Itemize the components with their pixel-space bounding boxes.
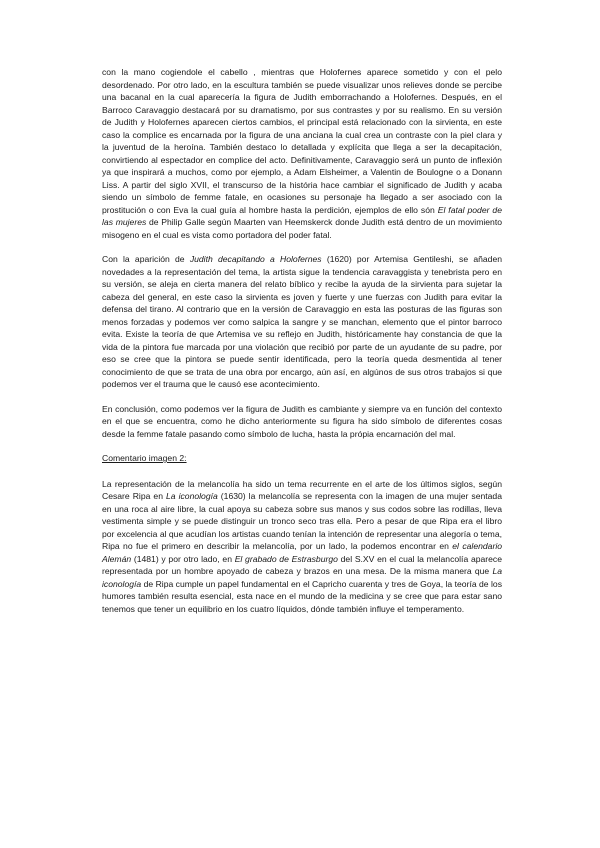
paragraph-conclusion: En conclusión, como podemos ver la figura de Judith es cambiante y siempre va en función del contexto en el que se encuentra, como he dicho anteriormente su figura ha sido símbolo de diferentes cosas desde la femme fatale pasando como símbolo de lucha, hasta la própia encarnación del mal. xyxy=(102,403,502,439)
section-heading: Comentario imagen 2: xyxy=(102,453,187,463)
document-page xyxy=(102,66,502,627)
paragraph-melancholy: La representación de la melancolía ha sido un tema recurrente en el arte de los últimos siglos, según Cesare Ripa en La iconología (1630) la melancolía se representa con la imagen de una mujer sentada en una roca al aire libre, la cual apoya su cabeza sobre sus manos y sus codos sobre las rodillas, lleva vestimenta simple y se puede distinguir un tronco seco tras ella. Pero a pesar de que Ripa era el libro por excelencia al que acudían los artistas cuando tenían la intención de representar una alegoría o tema, Ripa no fue el primero en describir la melancolía, por un lado, la podemos encontrar en el calendario Alemán (1481) y por otro lado, en El grabado de Estrasburgo del S.XV en el cual la melancolía aparece representada por un hombre apoyado de cabeza y brazos en una mesa. De la misma manera que La iconología de Ripa cumple un papel fundamental en el Capricho cuarenta y tres de Goya, la teoría de los humores también resulta esencial, esta nace en el mundo de la medicina y se cree que para estar sano tenemos que tener un equilibrio en los cuatro líquidos, dónde también influye el temperamento. xyxy=(102,478,503,614)
work-title: el calendario Alemán xyxy=(102,541,503,564)
work-title: El fatal poder de las mujeres xyxy=(102,204,502,227)
work-title: El grabado de Estrasburgo xyxy=(234,553,338,564)
work-title: La iconología xyxy=(166,491,218,501)
work-title: La iconología xyxy=(102,566,502,589)
paragraph-judith-caravaggio: con la mano cogiendole el cabello , mientras que Holofernes aparece sometido y con el pelo desordenado. Por otro lado, en la escultura también se puede visualizar unos relieves donde se percibe una bacanal en la cual aparecería la figura de Judith emborrachando a Holofernes. Después, en el Barroco Caravaggio destacará por su dramatismo, por sus contrastes y por su realismo. En su versión de Judith y Holofernes aparecen ciertos cambios, el principal está relacionado con la sirvienta, en este caso la complice es encarnada por la figura de una anciana la cual crea un contraste con la piel clara y la juventud de la heroína. También destaco lo detallada y explícita que llega a ser la decapitación, convirtiendo al espectador en complice del acto. Definitivamente, Caravaggio será un punto de inflexión ya que inspirará a muchos, como por ejemplo, a Adam Elsheimer, a Valentin de Boulogne o a Donann Liss. A partir del siglo XVII, el transcurso de la história hace cambiar el significado de Judith y acaba siendo un símbolo de femme fatale, en ocasiones su personaje ha llegado a ser asociado con la prostitución o con Eva la cual guía al hombre hasta la perdición, ejemplos de ello són El fatal poder de las mujeres de Philip Galle según Maarten van Heemskerck donde Judith está dentro de un movimiento misogeno en el cual es vista como portadora del poder fatal. xyxy=(102,67,502,240)
paragraph-artemisia: Con la aparición de Judith decapitando a Holofernes (1620) por Artemisa Gentileshi, se añaden novedades a la representación del tema, la artista sigue la tendencia caravaggista y tenebrista pero en su versión, se aleja en cierta manera del relato bíblico y recibe la ayuda de la sirvienta para sujetar la cabeza del general, en este caso la sirvienta es joven y fuerte y une fuerzas con Judith para evitar la defensa del tirano. Al contrario que en la versión de Caravaggio en esta las posturas de las figuras son menos forzadas y podemos ver como salpica la sangre y se manchan, elemento que el pintor barroco evita. Existe la teoría de que Artemisa ve su reflejo en Judith, históricamente hay constancia de que la vida de la pintora fue marcada por una violación que recibió por parte de un ayudante de su padre, por eso se cree que la pintora se puede sentir identificada, pero la teoría queda desmentida al tener conocimiento de que se trata de una obra por encargo, aún así, en algúnos de sus otros trabajos si que podemos ver el trauma que le causó ese acontecimiento. xyxy=(102,254,503,389)
work-title: Judith decapitando a Holofernes xyxy=(189,254,322,264)
